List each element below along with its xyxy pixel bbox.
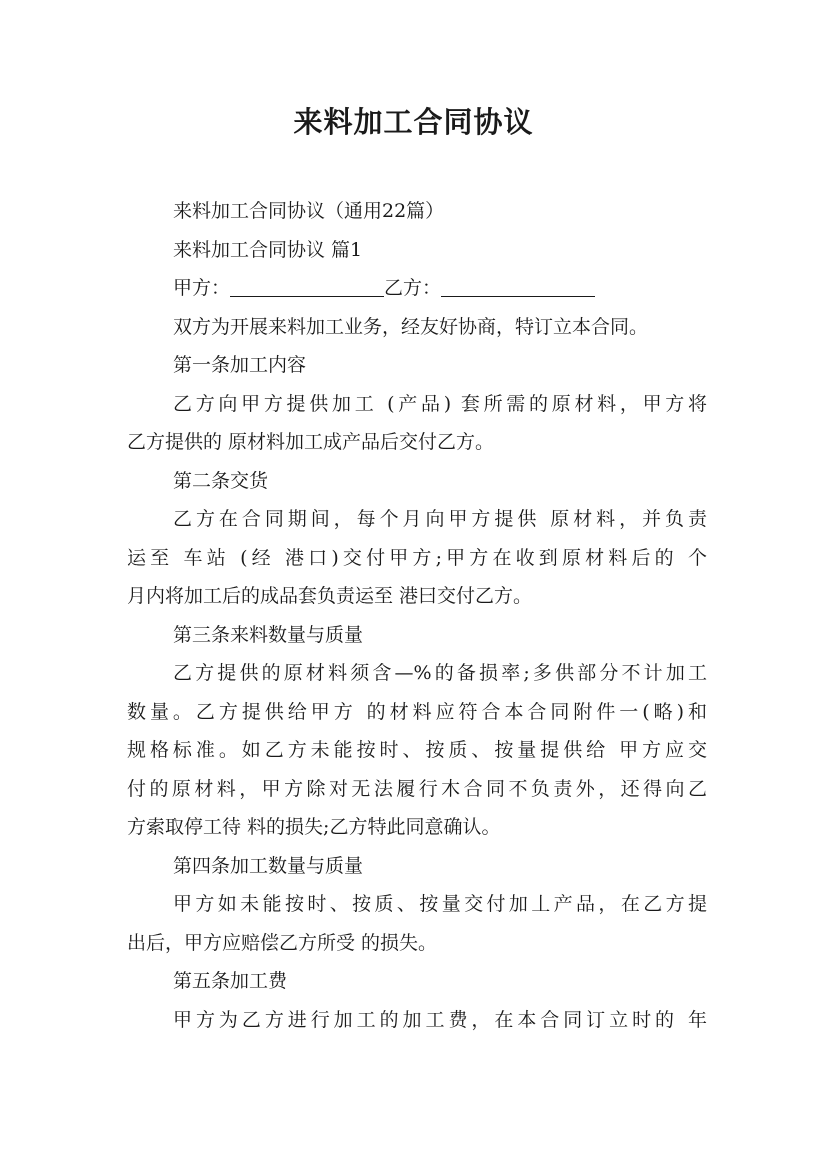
document-body bbox=[127, 192, 707, 1039]
paragraph-line: 第三条来料数量与质量 bbox=[173, 623, 364, 646]
paragraph-line: 乙方提供的原材料须含—%的备损率;多供部分不计加工 bbox=[173, 662, 707, 684]
paragraph-line: 来料加工合同协议 篇1 bbox=[173, 238, 363, 261]
document-title: 来料加工合同协议 bbox=[293, 105, 534, 139]
paragraph-line: 方索取停工待 料的损失;乙方特此同意确认。 bbox=[127, 816, 501, 838]
paragraph-line: 乙方提供的 原材料加工成产品后交付乙方。 bbox=[127, 431, 495, 453]
paragraph-line: 第二条交货 bbox=[173, 469, 269, 492]
paragraph-line: 第四条加工数量与质量 bbox=[173, 854, 364, 877]
party-a-label: 甲方： bbox=[173, 277, 231, 299]
paragraph-line: 运至 车站 (经 港口)交付甲方;甲方在收到原材料后的 个 bbox=[127, 546, 707, 569]
paragraph-line: 甲方为乙方进行加工的加工费，在本合同订立时的 年 bbox=[173, 1008, 707, 1031]
paragraph-line: 乙方在合同期间，每个月向甲方提供 原材料，并负责 bbox=[173, 508, 707, 530]
paragraph-line: 第一条加工内容 bbox=[173, 354, 307, 376]
paragraph-line: 数量。乙方提供给甲方 的材料应符合本合同附件一(略)和 bbox=[127, 700, 707, 723]
party-b-label: 乙方： bbox=[384, 277, 442, 299]
paragraph-line: 双方为开展来料加工业务，经友好协商，特订立本合同。 bbox=[173, 315, 649, 338]
paragraph-line: 付的原材料，甲方除对无法履行木合同不负责外，还得向乙 bbox=[127, 777, 707, 800]
paragraph-line: 出后，甲方应赔偿乙方所受 的损失。 bbox=[127, 931, 438, 954]
paragraph-line: 甲方如未能按时、按质、按量交付加丄产品，在乙方提 bbox=[173, 893, 707, 915]
party-b-blank bbox=[441, 276, 595, 297]
paragraph-line: 规格标准。如乙方未能按时、按质、按量提供给 甲方应交 bbox=[127, 739, 707, 761]
paragraph-line: 来料加工合同协议（通用22篇） bbox=[173, 200, 445, 222]
party-a-blank bbox=[230, 276, 384, 297]
paragraph-line: 乙方向甲方提供加工 (产品) 套所需的原材料，甲方将 bbox=[173, 392, 707, 415]
paragraph-line: 月内将加工后的成品套负责运至 港曰交付乙方。 bbox=[127, 585, 533, 607]
paragraph-line: 第五条加工费 bbox=[173, 970, 288, 992]
parties-line bbox=[127, 269, 707, 308]
